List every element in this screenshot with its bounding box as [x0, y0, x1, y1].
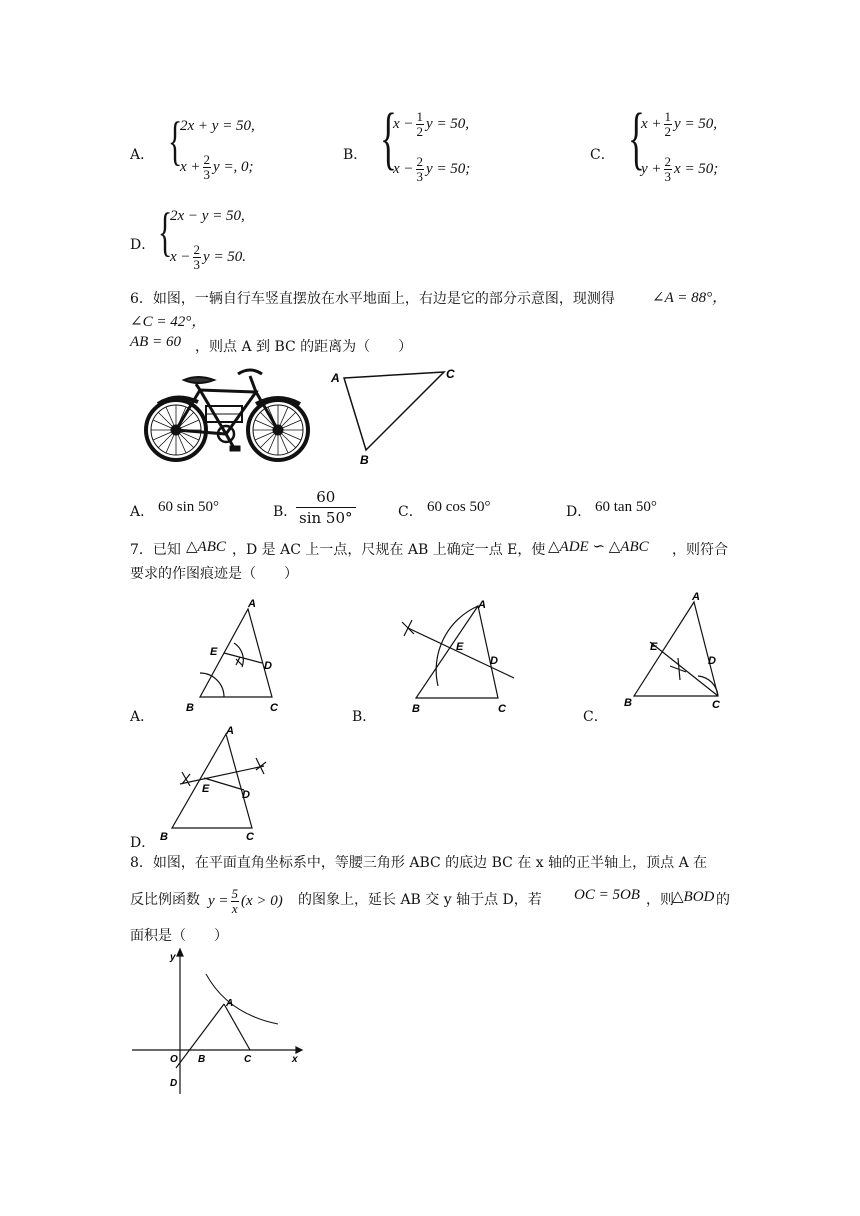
q6-option-b-value: $\frac{60}{\sin 50^\circ}$ [296, 487, 356, 528]
q6-option-d-value: 60 tan 50° [595, 499, 657, 515]
q7b-label-b: B [412, 703, 420, 715]
q8-label-b: B [198, 1054, 206, 1065]
q7a-label-c: C [270, 702, 278, 714]
q8-label-y: y [170, 952, 176, 963]
q6-line1-text: 6．如图，一辆自行车竖直摆放在水平地面上，右边是它的部分示意图，现测得 [130, 291, 615, 307]
q7b-label-c: C [498, 703, 506, 715]
q6-option-c-value: 60 cos 50° [427, 499, 491, 515]
q7c-label-c: C [712, 699, 720, 711]
q8-label-c: C [244, 1054, 252, 1065]
q7-line2: 要求的作图痕迹是（ ） [130, 566, 298, 582]
q5-option-d-eq1: 2x − y = 50, [170, 208, 245, 224]
q7b-label-a: A [478, 599, 486, 611]
q5-option-c-eq1: x + $\frac{1}{2}$ y = 50, [641, 109, 718, 139]
q7-option-a-label: A． [130, 709, 155, 725]
q5-option-b-label: B． [343, 147, 368, 163]
q5-option-a-eq2: x + $\frac{2}{3}$ y =, 0; [180, 152, 254, 182]
q7-option-d-label: D． [130, 835, 156, 851]
q5-option-b-eq2: x − $\frac{2}{3}$ y = 50; [393, 154, 471, 184]
q7d-label-b: B [160, 831, 168, 843]
q7-figure-a [180, 595, 290, 720]
q8-line1: 8．如图，在平面直角坐标系中，等腰三角形 ABC 的底边 BC 在 x 轴的正半轴上，顶点 A 在 [130, 855, 708, 871]
q6-label-a: A [331, 371, 340, 385]
q6-line2-math: ∠C = 42°， [130, 314, 207, 330]
q6-line3-math: AB = 60 [130, 334, 181, 350]
q6-option-a-value: 60 sin 50° [158, 499, 220, 515]
q7-option-b-label: B． [352, 709, 377, 725]
q7d-label-a: A [226, 725, 234, 737]
q7c-label-a: A [692, 591, 700, 603]
q7b-label-e: E [456, 641, 464, 653]
q6-option-d-label: D． [566, 504, 592, 520]
q7a-label-a: A [248, 598, 256, 610]
q7-figure-d [160, 722, 280, 846]
q7-line1-post: ，则符合 [672, 542, 728, 558]
q7-line1-math2: △ADE ∽ △ABC [548, 539, 649, 555]
q6-option-c-label: C． [398, 504, 423, 520]
q7-figure-b [390, 592, 530, 720]
q7c-label-b: B [624, 697, 632, 709]
q5-option-a-label: A． [130, 147, 155, 163]
q7-figure-c [620, 588, 740, 716]
bicycle-image [138, 362, 318, 467]
q5-option-d-eq2: x − $\frac{2}{3}$ y = 50. [170, 242, 247, 272]
q6-option-a-label: A． [130, 504, 155, 520]
q7-line1-math1: △ABC [186, 539, 226, 555]
q7a-label-e: E [210, 646, 218, 658]
q7a-label-b: B [186, 702, 194, 714]
q7-line1-mid: ，D 是 AC 上一点，尺规在 AB 上确定一点 E，使 [232, 542, 546, 558]
q8-line2-end: 的 [716, 892, 730, 908]
q8-line2-math3: △BOD [672, 889, 715, 905]
q8-line2-function: y = $\frac{5}{x}$ (x > 0) [208, 886, 283, 916]
q6-label-c: C [446, 367, 455, 381]
q7d-label-d: D [242, 789, 250, 801]
q7b-label-d: D [490, 655, 498, 667]
q5-option-b-eq1: x − $\frac{1}{2}$ y = 50, [393, 109, 470, 139]
q5-option-a-eq1: 2x + y = 50, [180, 118, 255, 134]
q5-option-a-brace: { [168, 111, 183, 171]
q5-option-d-brace: { [158, 202, 173, 262]
q5-option-b-brace: { [380, 100, 397, 177]
q8-line2-mid: 的图象上，延长 AB 交 y 轴于点 D，若 [298, 892, 542, 908]
q7c-label-d: D [708, 655, 716, 667]
q6-option-b-label: B． [273, 504, 298, 520]
q8-line2-pre: 反比例函数 [130, 892, 200, 908]
q6-line3-text: ，则点 A 到 BC 的距离为（ ） [195, 339, 413, 355]
q8-line3: 面积是（ ） [130, 928, 228, 944]
q8-line2-math2: OC = 5OB [574, 887, 640, 903]
q7d-label-e: E [202, 783, 210, 795]
q7d-label-c: C [246, 831, 254, 843]
q8-label-x: x [292, 1054, 298, 1065]
q5-option-c-label: C． [590, 147, 615, 163]
q7-option-c-label: C． [583, 709, 608, 725]
q8-line2-post: ，则 [646, 892, 674, 908]
q6-label-b: B [360, 453, 369, 467]
q8-label-a: A [226, 998, 234, 1009]
q8-label-d: D [170, 1078, 178, 1089]
q5-option-d-label: D． [130, 237, 156, 253]
q7a-label-d: D [264, 660, 272, 672]
q6-triangle-figure [328, 360, 468, 470]
q8-label-o: O [170, 1054, 178, 1065]
q6-line1-math: ∠A = 88°， [652, 290, 728, 306]
q7-line1-pre: 7．已知 [130, 542, 181, 558]
q7c-label-e: E [650, 641, 658, 653]
q5-option-c-brace: { [628, 100, 645, 177]
q5-option-c-eq2: y + $\frac{2}{3}$ x = 50; [641, 154, 719, 184]
q8-coordinate-figure [128, 944, 308, 1096]
